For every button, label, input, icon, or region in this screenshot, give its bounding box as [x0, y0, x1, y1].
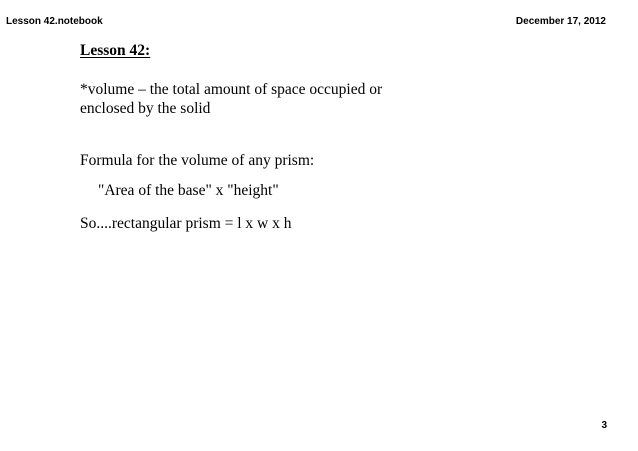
page-number: 3: [601, 420, 607, 431]
notebook-date: December 17, 2012: [515, 16, 606, 27]
notebook-filename: Lesson 42.notebook: [6, 16, 103, 27]
volume-definition-line-1: *volume – the total amount of space occupied or: [80, 81, 383, 98]
volume-definition-line-2: enclosed by the solid: [80, 100, 211, 117]
prism-volume-formula: "Area of the base" x "height": [98, 182, 279, 199]
formula-intro: Formula for the volume of any prism:: [80, 152, 315, 169]
rectangular-prism-formula: So....rectangular prism = l x w x h: [80, 215, 292, 232]
lesson-title: Lesson 42:: [80, 42, 151, 59]
